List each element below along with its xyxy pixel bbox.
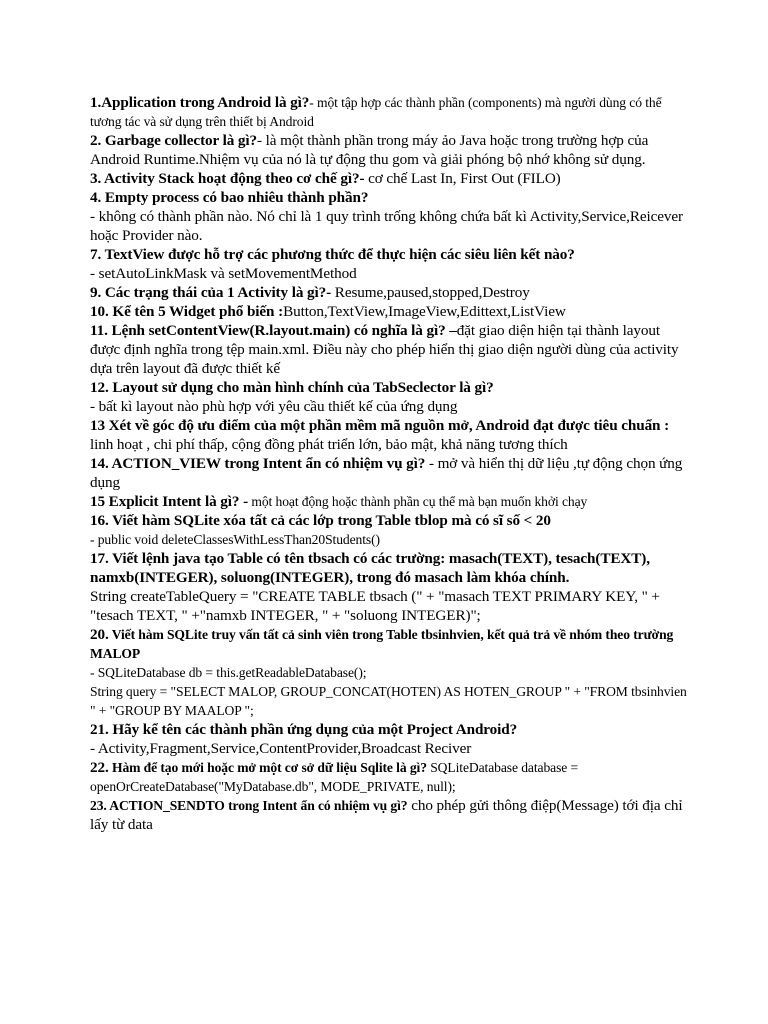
item-9 (90, 283, 690, 302)
item-11 (90, 321, 690, 378)
question-7: 7. TextView được hỗ trợ các phương thức để thực hiện các siêu liên kết nào? (90, 246, 575, 263)
item-14 (90, 454, 690, 492)
item-3 (90, 169, 690, 188)
answer-20-line-2: String query = "SELECT MALOP, GROUP_CONCAT(HOTEN) AS HOTEN_GROUP " + "FROM tbsinhvien " + "GROUP BY MAALOP "; (90, 684, 687, 718)
item-15 (90, 492, 690, 511)
question-9: 9. Các trạng thái của 1 Activity là gì?- (90, 284, 332, 301)
question-3: 3. Activity Stack hoạt động theo cơ chế gì?- (90, 170, 365, 187)
question-14: 14. ACTION_VIEW trong Intent ẩn có nhiệm vụ gì? (90, 455, 429, 472)
answer-21: - Activity,Fragment,Service,ContentProvider,Broadcast Reciver (90, 740, 472, 757)
answer-11: đặt giao diện hiện tại thành layout được định nghĩa trong tệp main.xml. Điều này cho phép hiển thị giao diện người dùng của activity dựa trên layout đã được thiết kế (90, 322, 679, 377)
answer-20-line-1: - SQLiteDatabase db = this.getReadableDatabase(); (90, 665, 367, 680)
answer-3: cơ chế Last In, First Out (FILO) (364, 170, 561, 187)
item-13 (90, 416, 690, 454)
answer-1: - một tập hợp các thành phần (components) mà người dùng có thể tương tác và sử dụng trên thiết bị Android (90, 95, 662, 129)
question-10: 10. Kể tên 5 Widget phổ biến : (90, 303, 284, 320)
question-12: 12. Layout sử dụng cho màn hình chính của TabSeclector là gì? (90, 379, 494, 396)
question-22: Hàm để tạo mới hoặc mở một cơ sở dữ liệu Sqlite là gì? (108, 760, 427, 775)
question-20: Viết hàm SQLite truy vấn tất cả sinh viên trong Table tbsinhvien, kết quả trả về nhóm theo trường MALOP (90, 627, 674, 661)
item-20 (90, 625, 690, 663)
question-20-number: 20. (90, 626, 109, 643)
question-16: 16. Viết hàm SQLite xóa tất cả các lớp trong Table tblop mà có sĩ số < 20 (90, 512, 551, 529)
question-22-number: 22. (90, 759, 109, 776)
question-1: 1.Application trong Android là gì? (90, 94, 310, 111)
answer-17: String createTableQuery = "CREATE TABLE tbsach (" + "masach TEXT PRIMARY KEY, " + "tesach TEXT, " +"namxb INTEGER, " + "soluong INTEGER)"; (90, 588, 660, 624)
question-2: 2. Garbage collector là gì? (90, 132, 257, 149)
question-17: 17. Viết lệnh java tạo Table có tên tbsach có các trường: masach(TEXT), tesach(TEXT), namxb(INTEGER), soluong(INTEGER), trong đó masach làm khóa chính. (90, 550, 650, 586)
answer-15: một hoạt động hoặc thành phần cụ thể mà bạn muốn khởi chạy (248, 494, 588, 509)
item-22 (90, 758, 690, 796)
question-23: 23. ACTION_SENDTO trong Intent ẩn có nhiệm vụ gì? (90, 798, 408, 813)
item-10 (90, 302, 690, 321)
answer-10: Button,TextView,ImageView,Edittext,ListView (283, 303, 566, 320)
item-23 (90, 796, 690, 834)
answer-2: - là một thành phần trong máy ảo Java hoặc trong trường hợp của Android Runtime.Nhiệm vụ của nó là tự động thu gom và giải phóng bộ nhớ không sử dụng. (90, 132, 649, 168)
question-21: 21. Hãy kể tên các thành phần ứng dụng của một Project Android? (90, 721, 518, 738)
answer-23: cho phép gửi thông điệp(Message) tới địa chỉ lấy từ data (90, 797, 683, 833)
answer-13: linh hoạt , chi phí thấp, cộng đồng phát triển lớn, bảo mật, khả năng tương thích (90, 436, 568, 453)
answer-12: - bất kì layout nào phù hợp với yêu cầu thiết kế của ứng dụng (90, 398, 458, 415)
document-body (90, 93, 690, 834)
question-4: 4. Empty process có bao nhiêu thành phần? (90, 189, 369, 206)
question-11: 11. Lệnh setContentView(R.layout.main) có nghĩa là gì? – (90, 322, 457, 339)
answer-22: SQLiteDatabase database = openOrCreateDatabase("MyDatabase.db", MODE_PRIVATE, null); (90, 760, 579, 794)
item-1 (90, 93, 690, 131)
answer-16: - public void deleteClassesWithLessThan20Students() (90, 532, 380, 547)
answer-9: Resume,paused,stopped,Destroy (331, 284, 530, 301)
answer-4: - không có thành phần nào. Nó chỉ là 1 quy trình trống không chứa bất kì Activity,Service,Reicever hoặc Provider nào. (90, 208, 683, 244)
question-13: 13 Xét về góc độ ưu điểm của một phần mềm mã nguồn mở, Android đạt được tiêu chuẩn : (90, 417, 670, 434)
question-15: 15 Explicit Intent là gì? - (90, 493, 249, 510)
answer-7: - setAutoLinkMask và setMovementMethod (90, 265, 357, 282)
item-2 (90, 131, 690, 169)
answer-14: - mở và hiển thị dữ liệu ,tự động chọn ứng dụng (90, 455, 683, 491)
